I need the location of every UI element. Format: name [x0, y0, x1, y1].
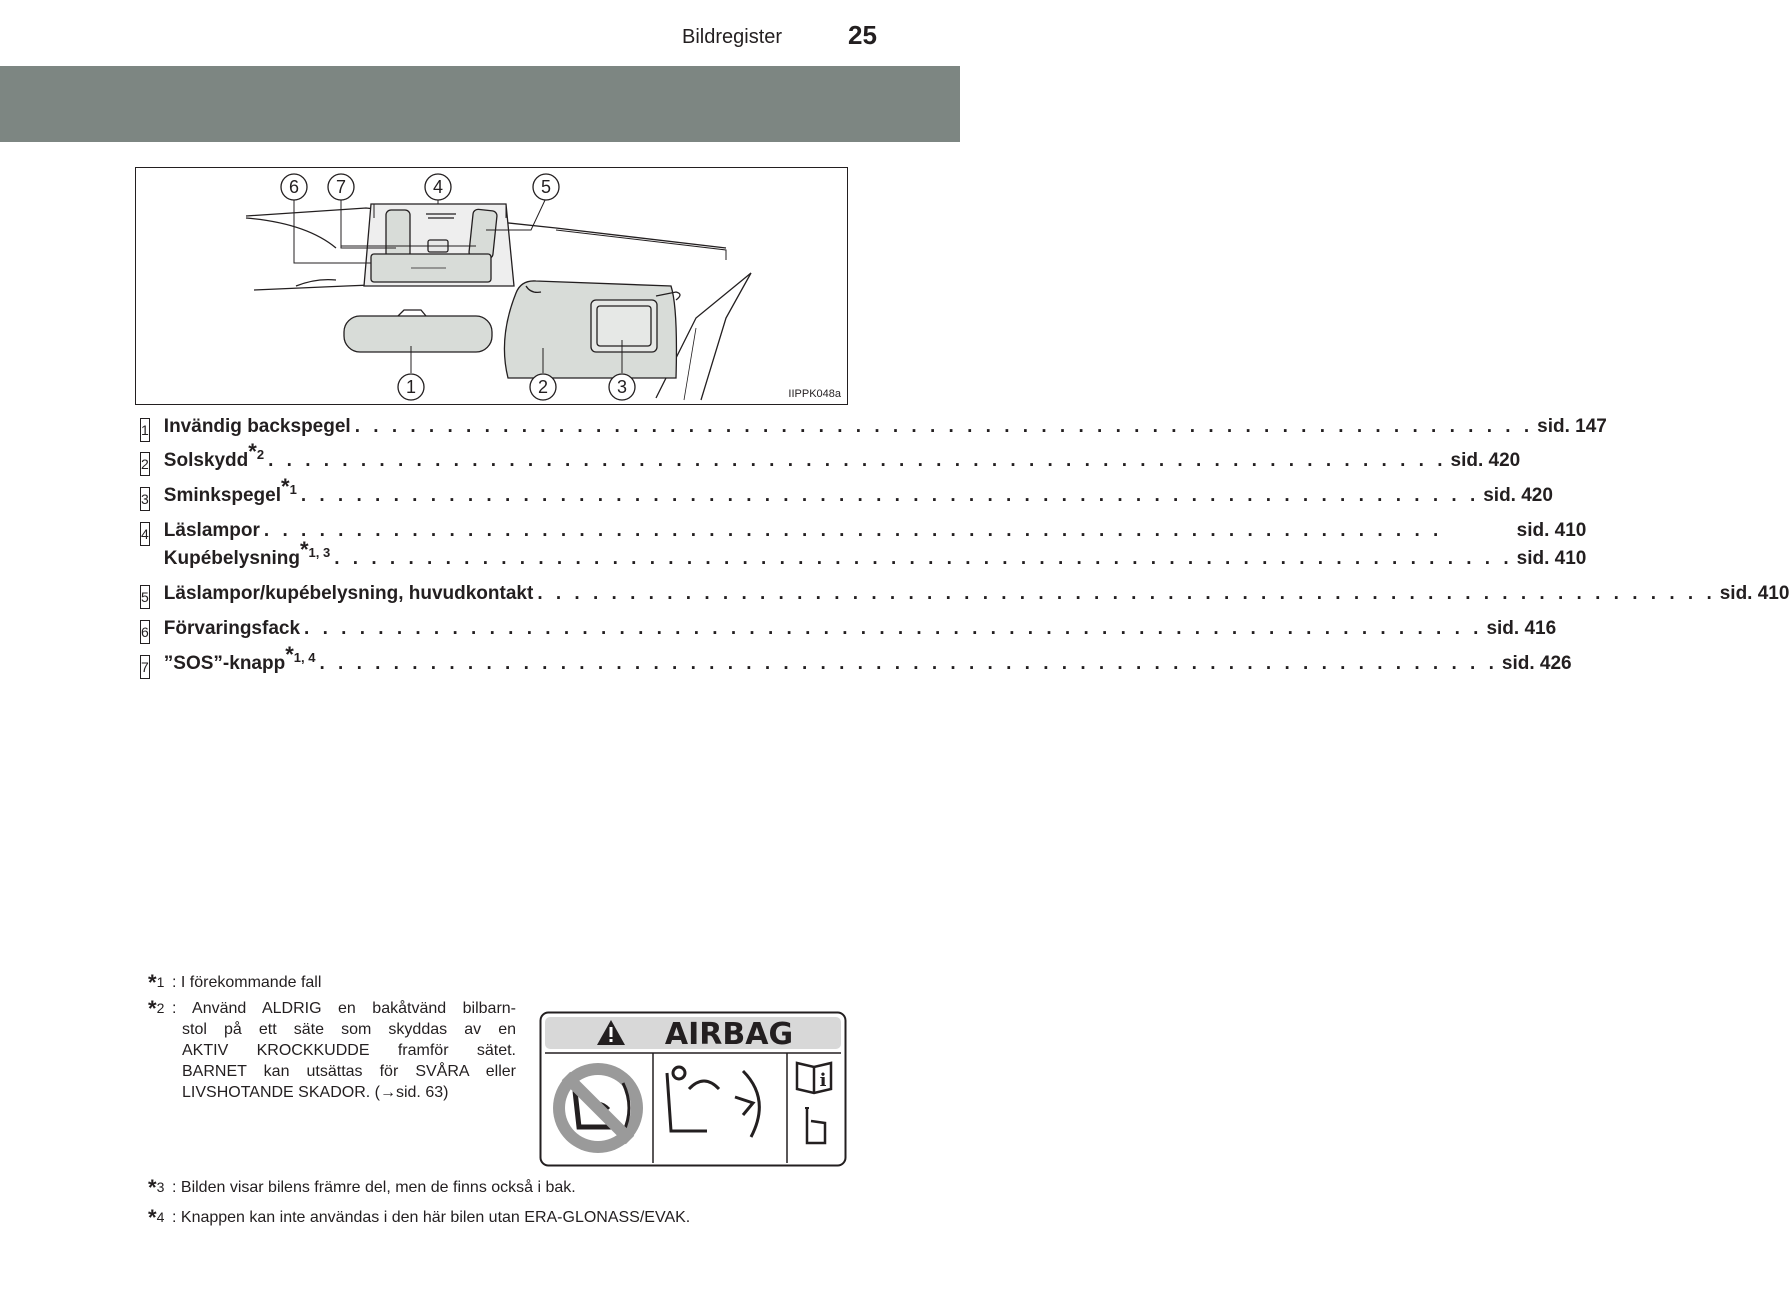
footnote-4: *4 : Knappen kan inte användas i den här bilen utan ERA-GLONASS/EVAK. [148, 1205, 691, 1230]
item-page-ref: sid. 410 [1516, 548, 1587, 569]
callout-4: 4 [432, 177, 444, 197]
callout-6: 6 [288, 177, 300, 197]
footnote-3: *3 : Bilden visar bilens främre del, men de finns också i bak. [148, 1175, 576, 1200]
item-label: Invändig backspegel [163, 416, 351, 437]
list-item [140, 618, 1557, 653]
item-number-box: 2 [140, 452, 150, 476]
list-item [140, 416, 1607, 450]
item-number-box: 5 [140, 585, 150, 609]
list-item: 2 Solskydd$^{*2}$ . . . sid. 420 [140, 450, 820, 485]
item-label: Solskydd [163, 450, 249, 471]
car-interior-illustration [136, 168, 849, 406]
item-page-ref: sid. 147 [1537, 416, 1607, 437]
item-footnote-ref: 1 [289, 481, 297, 497]
callout-5: 5 [540, 177, 552, 197]
list-item [140, 583, 1789, 618]
item-number-box: 7 [140, 655, 150, 679]
callout-2: 2 [537, 377, 549, 397]
page-number: 25 [848, 20, 877, 50]
callout-7: 7 [335, 177, 347, 197]
figure-code: IIPPK048a [788, 388, 841, 400]
item-page-ref: sid. 416 [1486, 618, 1557, 639]
section-title: Bildregister [682, 26, 783, 48]
list-item: 4 Läslampor . . . sid. 410 Kupébelysning$^{*1, 3}$ . . . sid. 410 [140, 520, 820, 583]
item-number-box: 6 [140, 620, 150, 644]
item-page-ref: sid. 420 [1483, 485, 1553, 506]
overhead-console-figure [135, 167, 848, 405]
footnote-2: *2 : Använd ALDRIG en bakåtvänd bilbarn- stol på ett säte som skyddas av en AKTIV KROCKKUDDE framför sätet. BARNET kan utsättas för SVÅRA eller LIVSHOTANDE SKADOR. (→sid. 63) [148, 996, 516, 1101]
item-label: Läslampor/kupébelysning, huvudkontakt [163, 583, 534, 604]
item-label: Förvaringsfack [163, 618, 301, 639]
callout-1: 1 [405, 377, 417, 397]
arrow-icon: → [379, 1084, 396, 1101]
item-number-box: 3 [140, 487, 150, 511]
item-number-box: 4 [140, 522, 150, 546]
list-item: 3 Sminkspegel$^{*1}$ . . . sid. 420 [140, 485, 820, 520]
info-icon: i [819, 1070, 827, 1091]
airbag-title: AIRBAG [664, 1017, 794, 1052]
callout-3: 3 [616, 377, 628, 397]
item-list [140, 416, 1789, 688]
item-label: Kupébelysning [163, 548, 300, 569]
item-label: ”SOS”-knapp [163, 653, 286, 674]
item-footnote-ref: 2 [256, 446, 265, 462]
item-label: Sminkspegel [163, 485, 282, 506]
footnote-1: *1 : I förekommande fall [148, 970, 322, 995]
header-band [0, 66, 960, 142]
item-page-ref: sid. 420 [1450, 450, 1521, 471]
item-page-ref: sid. 410 [1719, 583, 1789, 604]
no-rear-facing-child-seat-icon [553, 1063, 643, 1153]
list-item: 7 ”SOS”-knapp$^{*1, 4}$ . . . sid. 426 [140, 653, 820, 688]
item-footnote-ref: 1, 3 [308, 544, 331, 560]
item-number-box: 1 [140, 418, 150, 442]
item-page-ref: sid. 410 [1516, 520, 1587, 541]
item-page-ref: sid. 426 [1501, 653, 1572, 674]
item-footnote-ref: 1, 4 [293, 649, 316, 665]
airbag-warning-label [539, 1011, 847, 1167]
page-header [0, 0, 960, 58]
item-label: Läslampor [163, 520, 260, 541]
